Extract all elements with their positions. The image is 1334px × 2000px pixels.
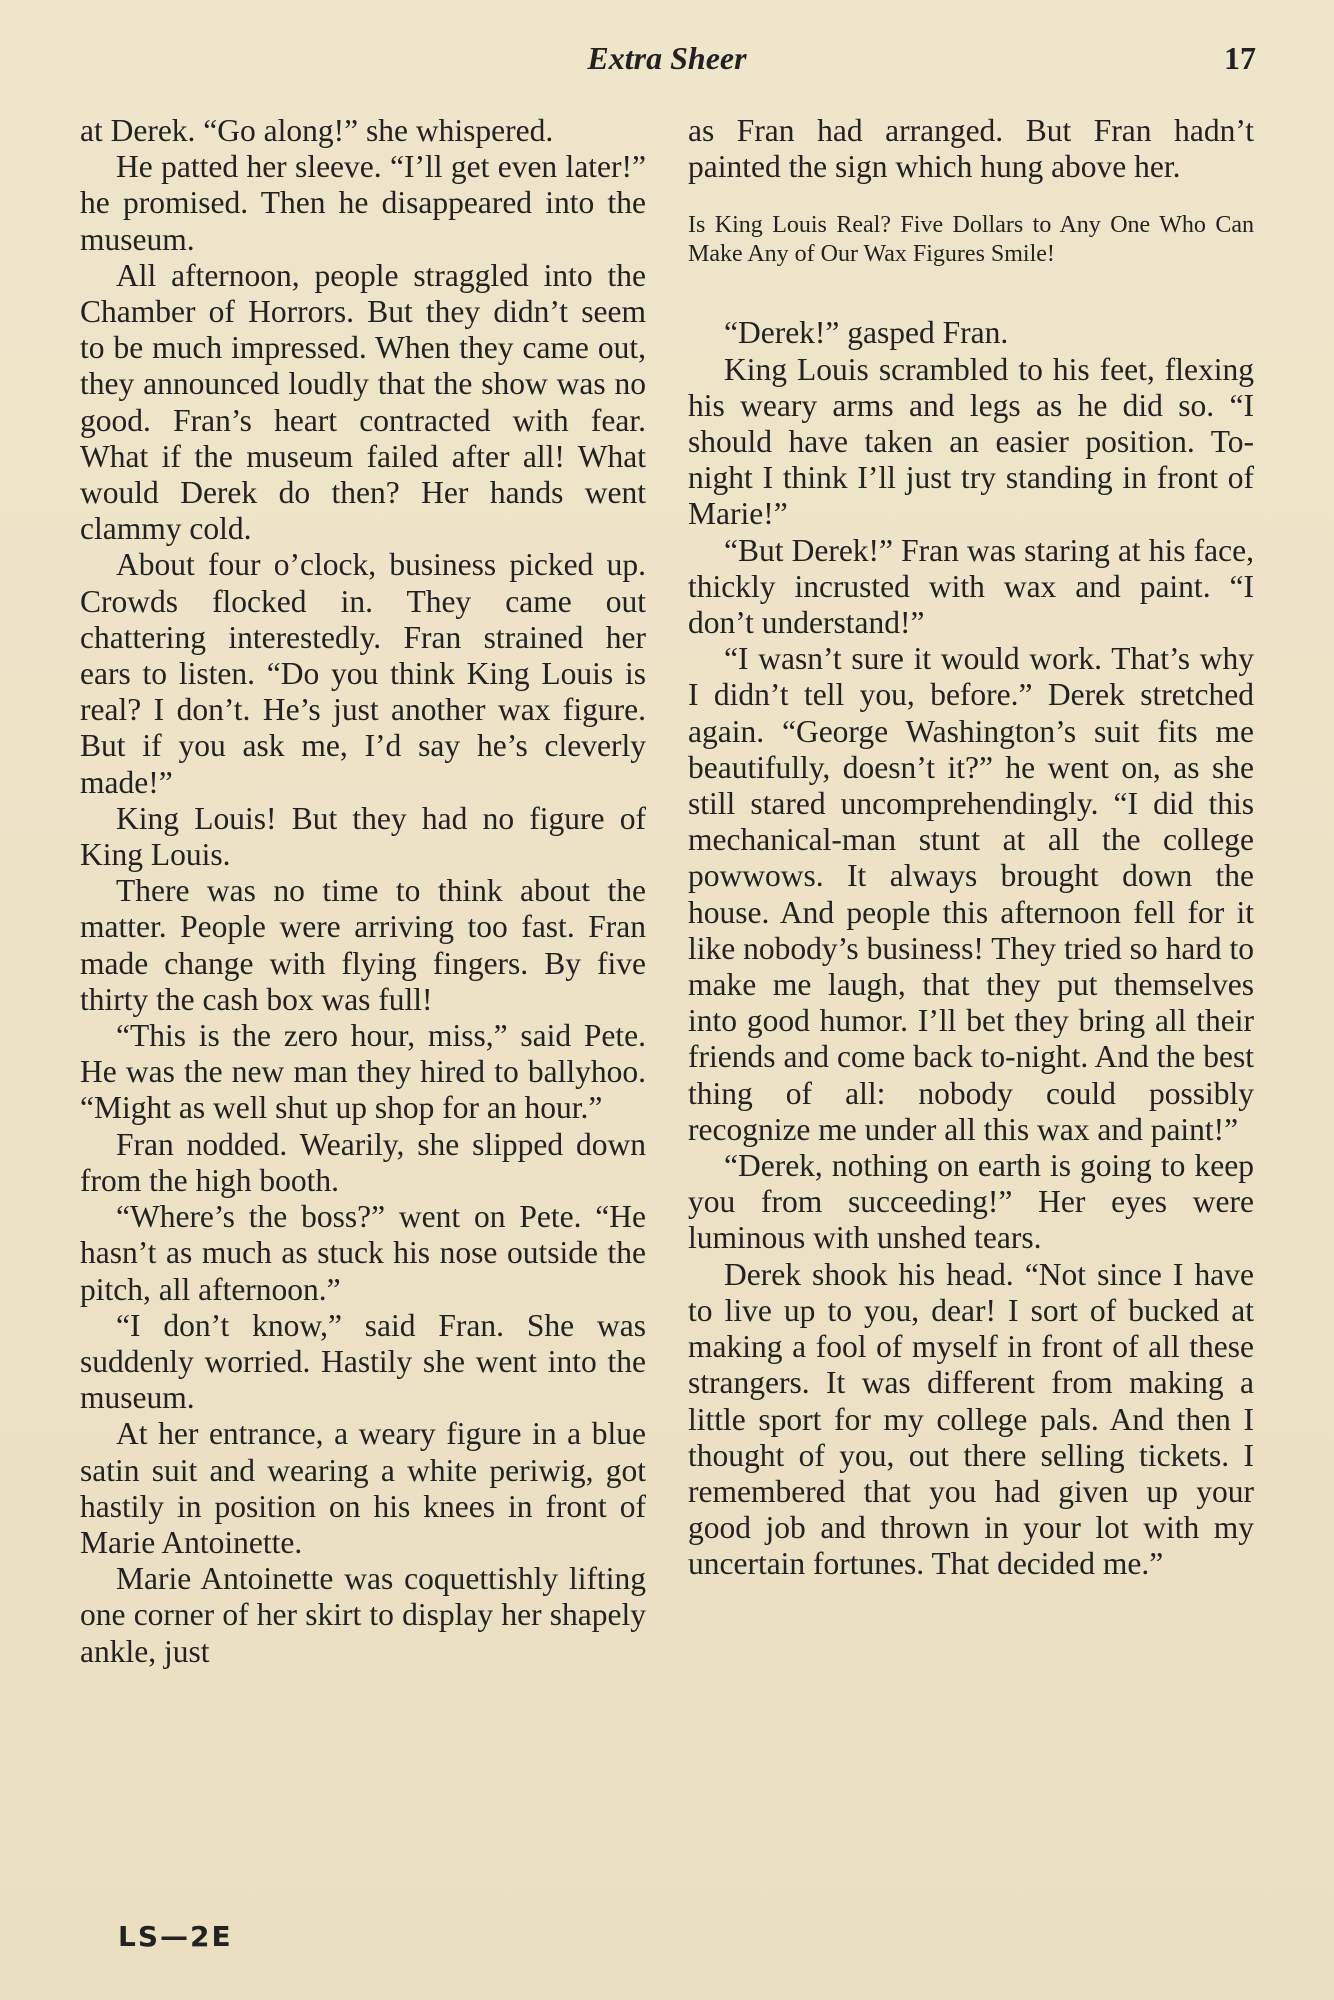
printer-signature: LS—2E <box>118 1920 233 1953</box>
paragraph: King Louis scrambled to his feet, flexing his weary arms and legs as he did so. “I should have taken an easier position. To-night I think I’ll just try standing in front of Marie!” <box>688 351 1254 532</box>
paragraph: King Louis! But they had no figure of King Louis. <box>80 800 646 873</box>
paragraph: at Derek. “Go along!” she whispered. <box>80 113 554 148</box>
paragraph: Marie Antoinette was coquettishly lifting one corner of her skirt to display her shapely ankle, just <box>80 1561 646 1669</box>
right-column <box>688 113 1254 1583</box>
paragraph: as Fran had arranged. But Fran hadn’t painted the sign which hung above her. <box>688 113 1254 185</box>
paragraph: “Where’s the boss?” went on Pete. “He hasn’t as much as stuck his nose outside the pitch, all afternoon.” <box>80 1199 646 1307</box>
paragraph: There was no time to think about the matter. People were arriving too fast. Fran made change with flying fingers. By five thirty the cash box was full! <box>80 873 646 1017</box>
museum-sign-text: Is King Louis Real? Five Dollars to Any One Who Can Make Any of Our Wax Figures Smile! <box>688 212 1254 268</box>
paragraph: All afternoon, people straggled into the Chamber of Horrors. But they didn’t seem to be much impressed. When they came out, they announced loudly that the show was no good. Fran’s heart contracted with fear. What if the museum failed after all! What would Derek do then? Her hands went clammy cold. <box>80 257 646 547</box>
paragraph: At her entrance, a weary figure in a blue satin suit and wearing a white periwig, got hastily in position on his knees in front of Marie Antoinette. <box>80 1416 646 1560</box>
paragraph: Fran nodded. Wearily, she slipped down from the high booth. <box>80 1126 646 1198</box>
paragraph: “Derek, nothing on earth is going to keep you from succeeding!” Her eyes were luminous with unshed tears. <box>688 1148 1254 1256</box>
left-column <box>80 113 646 1670</box>
running-title: Extra Sheer <box>587 40 747 76</box>
paragraph: “I don’t know,” said Fran. She was suddenly worried. Hastily she went into the museum. <box>80 1307 646 1416</box>
paragraph: About four o’clock, business picked up. Crowds flocked in. They came out chattering interestedly. Fran strained her ears to listen. “Do you think King Louis is real? I don’t. He’s just another wax figure. But if you ask me, I’d say he’s cleverly made!” <box>80 547 646 800</box>
paragraph: Derek shook his head. “Not since I have to live up to you, dear! I sort of bucked at making a fool of myself in front of all these strangers. It was different from making a little sport for my college pals. And then I thought of you, out there selling tickets. I remembered that you had given up your good job and thrown in your lot with my uncertain fortunes. That decided me.” <box>688 1256 1254 1582</box>
page-number: 17 <box>1224 40 1256 76</box>
paragraph: “This is the zero hour, miss,” said Pete. He was the new man they hired to ballyhoo. “Might as well shut up shop for an hour.” <box>80 1018 646 1126</box>
paragraph: “I wasn’t sure it would work. That’s why I didn’t tell you, before.” Derek stretched again. “George Washington’s suit fits me beautifully, doesn’t it?” he went on, as she still stared uncomprehendingly. “I did this mechanical-man stunt at all the college powwows. It always brought down the house. And people this afternoon fell for it like nobody’s business! They tried so hard to make me laugh, that they put themselves into good humor. I’ll bet they bring all their friends and come back to-night. And the best thing of all: nobody could possibly recognize me under all this wax and paint!” <box>688 641 1254 1147</box>
paragraph: “Derek!” gasped Fran. <box>724 315 1009 351</box>
paragraph: “But Derek!” Fran was staring at his face, thickly incrusted with wax and paint. “I don’t understand!” <box>688 532 1254 641</box>
paragraph: He patted her sleeve. “I’ll get even later!” he promised. Then he disappeared into the museum. <box>80 149 646 257</box>
